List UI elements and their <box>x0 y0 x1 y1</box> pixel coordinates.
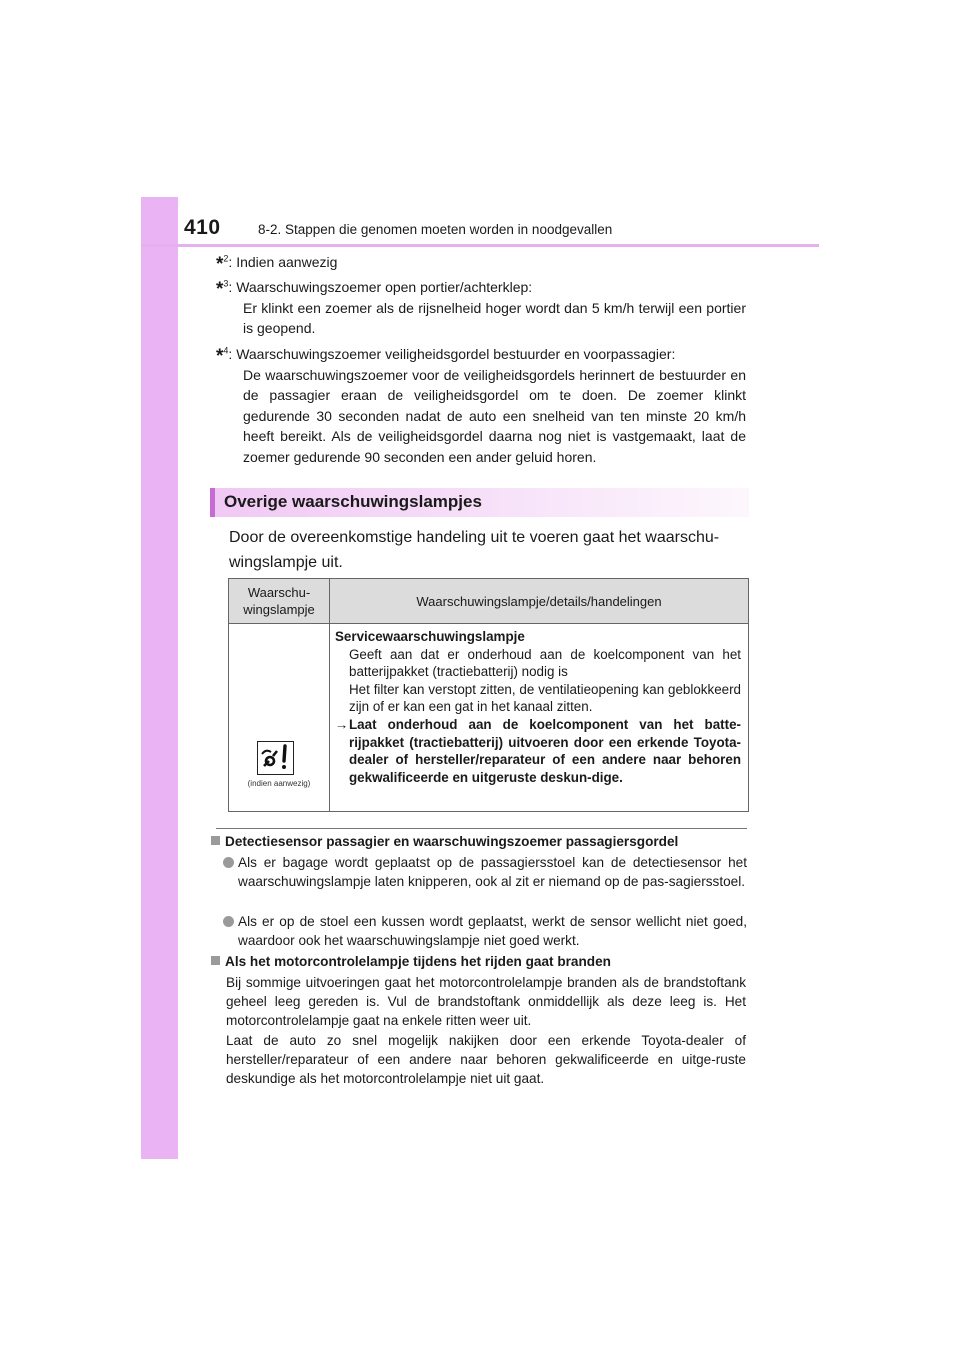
warning-light-table <box>228 578 749 812</box>
icon-cell <box>229 624 330 811</box>
footnote-body: Er klinkt een zoemer als de rijsnelheid hoger wordt dan 5 km/h terwijl een portier is geopend. <box>243 299 746 337</box>
icon-note: (indien aanwezig) <box>247 779 311 788</box>
footnote-label: : Waarschuwingszoemer open portier/achterklep: <box>228 279 533 295</box>
intro-text: Door de overeenkomstige handeling uit te voeren gaat het waarschu-wingslampje uit. <box>229 529 720 571</box>
service-warning-icon <box>257 741 294 775</box>
list-item <box>223 912 747 950</box>
warning-action <box>335 716 741 786</box>
footnote-2 <box>216 252 746 273</box>
subsection-heading <box>211 834 678 849</box>
action-text: Laat onderhoud aan de koelcomponent van het batte-rijpakket (tractiebatterij) uitvoeren door een erkende Toyota-dealer of hersteller/reparateur of een andere naar behoren gekwalificeerde en uitgeruste deskun-dige. <box>349 716 741 785</box>
footnote-number: 3 <box>223 278 229 289</box>
table-header-cell: Waarschuwingslampje/details/handelingen <box>416 593 662 609</box>
square-bullet-icon <box>211 956 220 965</box>
page-number: 410 <box>184 216 221 239</box>
footnote-label: : Indien aanwezig <box>228 254 338 270</box>
footnote-star: * <box>216 254 224 275</box>
subsection-heading <box>211 954 611 969</box>
paragraph: Bij sommige uitvoeringen gaat het motorcontrolelampje branden als de brandstoftank geheel leeg gereden is. Vul de brandstoftank onmiddellijk als deze leeg is. Het motorcontrolelampje gaat na enkele ritten weer uit. <box>226 975 746 1028</box>
section-title: 8-2. Stappen die genomen moeten worden in noodgevallen <box>258 222 613 237</box>
footnote-body: De waarschuwingszoemer voor de veiligheidsgordels herinnert de bestuurder en de passagier eraan de veiligheidsgordel om te doen. De zoemer klinkt gedurende 30 seconden nadat de auto een snelheid van ten minste 20 km/h heeft bereikt. Als de veiligheidsgordel daarna nog niet is vastgemaakt, laat de zoemer gedurende 90 seconden een ander geluid horen. <box>243 366 746 465</box>
table-header-cell: Waarschu-wingslampje <box>229 579 330 623</box>
subsection-heading-text: Als het motorcontrolelampje tijdens het rijden gaat branden <box>225 954 611 969</box>
section-heading-bar <box>210 488 749 517</box>
arrow-icon: → <box>335 716 349 732</box>
heading-accent <box>210 488 215 517</box>
header-rule <box>141 244 819 247</box>
list-item-text: Als er bagage wordt geplaatst op de passagiersstoel kan de detectiesensor het waarschuwingslampje laten knipperen, ook al zit er niemand op de pas-sagiersstoel. <box>238 855 747 889</box>
warning-description: Het filter kan verstopt zitten, de ventilatieopening kan geblokkeerd zijn of er kan een gat in het kanaal zitten. <box>349 681 741 715</box>
paragraph: Laat de auto zo snel mogelijk nakijken door een erkende Toyota-dealer of hersteller/reparateur of een andere naar behoren gekwalificeerde en uitge-ruste deskundige als het motorcontrolelampje niet uit gaat. <box>226 1033 746 1086</box>
table-header <box>229 579 748 624</box>
footnote-number: 2 <box>223 253 229 264</box>
footnote-4 <box>216 344 746 468</box>
list-item-text: Als er op de stoel een kussen wordt geplaatst, werkt de sensor wellicht niet goed, waardoor ook het waarschuwingslampje niet goed werkt. <box>238 914 747 948</box>
section-divider <box>216 828 747 829</box>
subsection-heading-text: Detectiesensor passagier en waarschuwingszoemer passagiersgordel <box>225 834 679 849</box>
warning-description: Geeft aan dat er onderhoud aan de koelcomponent van het batterijpakket (tractiebatterij) nodig is <box>349 646 741 680</box>
footnote-star: * <box>216 279 224 300</box>
footnote-label: : Waarschuwingszoemer veiligheidsgordel bestuurder en voorpassagier: <box>228 346 676 362</box>
list-item <box>223 853 747 891</box>
section-heading: Overige waarschuwingslampjes <box>224 492 482 511</box>
footnote-star: * <box>216 346 224 367</box>
round-bullet-icon <box>223 857 234 868</box>
footnote-3 <box>216 277 746 339</box>
warning-title: Servicewaarschuwingslampje <box>335 629 525 644</box>
round-bullet-icon <box>223 916 234 927</box>
footnote-number: 4 <box>223 345 229 356</box>
details-cell <box>335 628 741 786</box>
square-bullet-icon <box>211 836 220 845</box>
chapter-sidebar-tab <box>141 197 178 1159</box>
